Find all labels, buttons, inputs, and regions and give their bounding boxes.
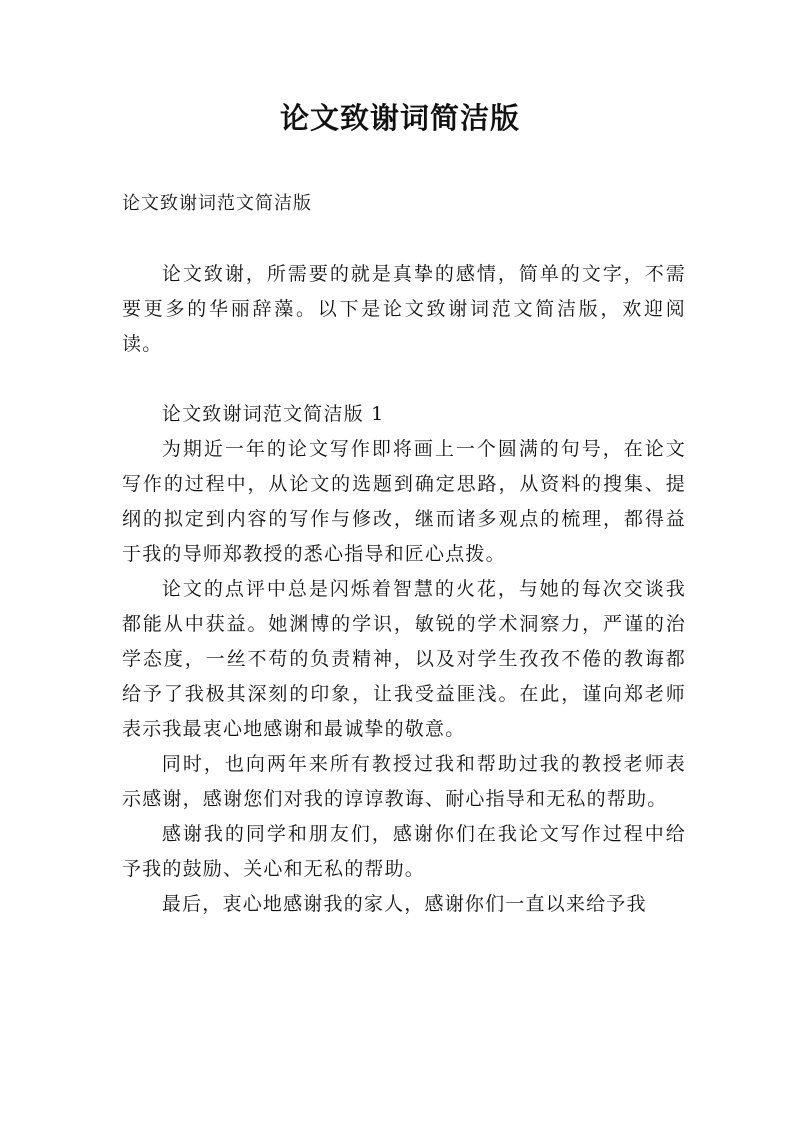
body-paragraph: 最后，衷心地感谢我的家人，感谢你们一直以来给予我: [161, 893, 647, 915]
document-subtitle: 论文致谢词范文简洁版: [122, 193, 312, 214]
body-paragraph: 论文的点评中总是闪烁着智慧的火花，与她的每次交谈我都能从中获益。她渊博的学识，敏锐的学术洞察力，严谨的治学态度，一丝不苟的负责精神，以及对学生孜孜不倦的教诲都给予了我极其深刻的印象，让我受益匪浅。在此，谨向郑老师表示我最衷心地感谢和最诚挚的敬意。: [122, 578, 686, 740]
intro-paragraph: 论文致谢，所需要的就是真挚的感情，简单的文字，不需要更多的华丽辞藻。以下是论文致谢词范文简洁版，欢迎阅读。: [122, 263, 686, 355]
document-title: 论文致谢词简洁版: [279, 101, 520, 135]
body-paragraph: 同时，也向两年来所有教授过我和帮助过我的教授老师表示感谢，感谢您们对我的谆谆教诲、耐心指导和无私的帮助。: [122, 753, 686, 810]
section-heading: 论文致谢词范文简洁版 1: [161, 403, 385, 425]
document-body: [122, 257, 686, 922]
paragraph-spacer: [122, 362, 686, 397]
body-paragraph: 感谢我的同学和朋友们，感谢你们在我论文写作过程中给予我的鼓励、关心和无私的帮助。: [122, 823, 686, 880]
body-paragraph: 为期近一年的论文写作即将画上一个圆满的句号，在论文写作的过程中，从论文的选题到确定思路，从资料的搜集、提纲的拟定到内容的写作与修改，继而诸多观点的梳理，都得益于我的导师郑教授的悉心指导和匠心点拨。: [122, 438, 686, 565]
